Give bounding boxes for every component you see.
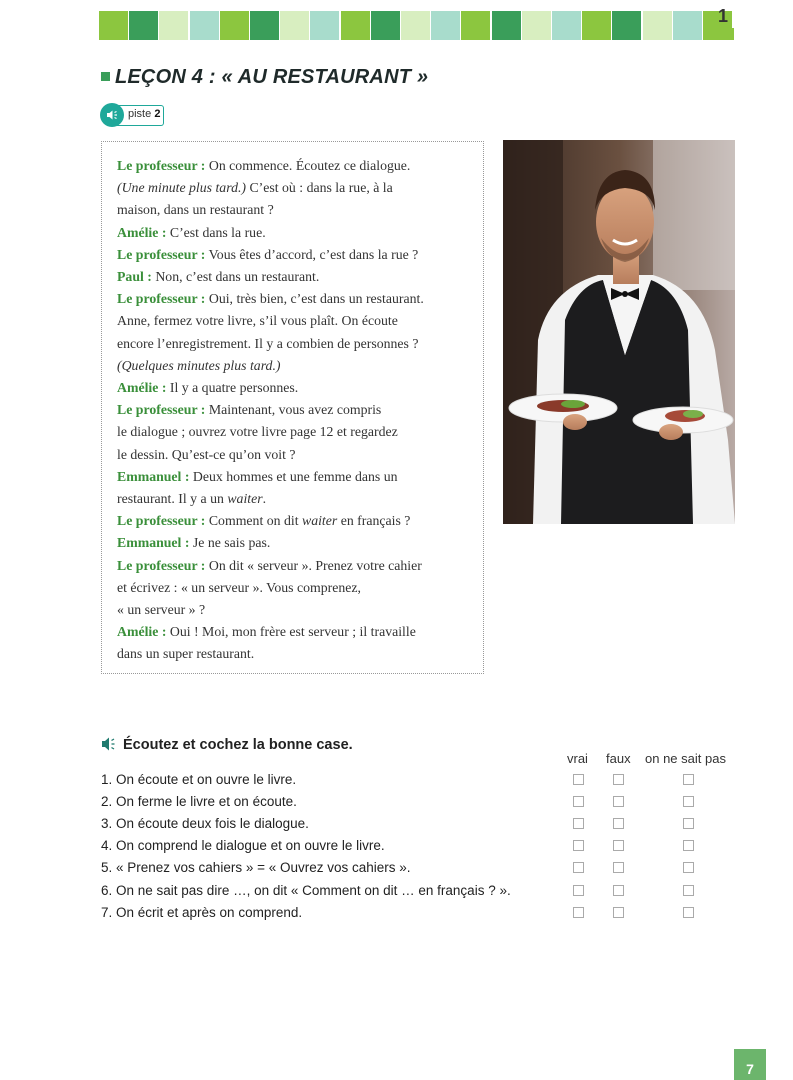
dialogue-text: Vous êtes d’accord, c’est dans la rue ?	[205, 246, 419, 262]
dialogue-text: le dialogue ; ouvrez votre livre page 12 et regardez	[117, 424, 398, 440]
dialogue-line	[117, 599, 477, 621]
page-number: 7	[746, 1061, 754, 1077]
band-square	[673, 11, 702, 40]
stage-direction: (Une minute plus tard.)	[117, 180, 247, 196]
band-square	[159, 11, 188, 40]
checkbox-vrai[interactable]	[573, 907, 584, 918]
dialogue-text: C’est où : dans la rue, à la	[246, 180, 393, 196]
dialogue-line	[117, 310, 477, 332]
checkbox-on-ne-sait-pas[interactable]	[683, 796, 694, 807]
dialogue-line	[117, 421, 477, 443]
dialogue-text: le dessin. Qu’est-ce qu’on voit ?	[117, 446, 296, 462]
checkbox-faux[interactable]	[613, 862, 624, 873]
dialogue-text: Il y a quatre personnes.	[166, 380, 299, 396]
dialogue-line	[117, 621, 477, 643]
dialogue-text: Maintenant, vous avez compris	[205, 402, 382, 418]
speaker-name: Emmanuel :	[117, 535, 190, 551]
band-square	[643, 11, 672, 40]
dialogue-line	[117, 577, 477, 599]
english-word: waiter	[302, 513, 338, 529]
speaker-name: Paul :	[117, 269, 152, 285]
dialogue-box	[101, 141, 484, 674]
statement-text: 7. On écrit et après on comprend.	[101, 904, 303, 920]
statement-text: 6. On ne sait pas dire …, on dit « Comment on dit … en français ? ».	[101, 882, 511, 898]
dialogue-text: Oui ! Moi, mon frère est serveur ; il travaille	[166, 624, 416, 640]
lesson-title-text: LEÇON 4 : « AU RESTAURANT »	[115, 66, 429, 88]
checkbox-vrai[interactable]	[573, 862, 584, 873]
band-square	[250, 11, 279, 40]
dialogue-text: Deux hommes et une femme dans un	[189, 468, 398, 484]
track-number: 2	[154, 108, 161, 120]
dialogue-line	[117, 177, 477, 199]
dialogue-text: Je ne sais pas.	[189, 535, 271, 551]
band-square	[99, 11, 128, 40]
band-square	[310, 11, 339, 40]
statement-text: 1. On écoute et on ouvre le livre.	[101, 772, 297, 787]
checkbox-on-ne-sait-pas[interactable]	[683, 907, 694, 918]
column-header-on-ne-sait-pas: on ne sait pas	[645, 751, 726, 766]
checkbox-vrai[interactable]	[573, 774, 584, 785]
dialogue-text: maison, dans un restaurant ?	[117, 202, 274, 218]
speaker-name: Le professeur :	[117, 158, 206, 173]
checkbox-vrai[interactable]	[573, 796, 584, 807]
checkbox-on-ne-sait-pas[interactable]	[683, 885, 694, 896]
band-square	[371, 11, 400, 40]
dialogue-text: « un serveur » ?	[117, 602, 206, 618]
dialogue-text: On dit « serveur ». Prenez votre cahier	[205, 557, 422, 573]
dialogue-line	[117, 466, 477, 488]
dialogue-line	[117, 532, 477, 554]
checkbox-vrai[interactable]	[573, 840, 584, 851]
dialogue-line	[117, 222, 477, 244]
band-square	[582, 11, 611, 40]
checkbox-faux[interactable]	[613, 885, 624, 896]
checkbox-faux[interactable]	[613, 840, 624, 851]
exercise-title-text: Écoutez et cochez la bonne case.	[123, 737, 353, 753]
band-square	[220, 11, 249, 40]
speaker-name: Amélie :	[117, 224, 167, 240]
speaker-name: Le professeur :	[117, 557, 206, 573]
dialogue-line	[117, 488, 477, 510]
dialogue-line	[117, 377, 477, 399]
statement-text: 5. « Prenez vos cahiers » = « Ouvrez vos cahiers ».	[101, 860, 411, 876]
dialogue-line	[117, 199, 477, 221]
dialogue-line	[117, 333, 477, 355]
band-square	[341, 11, 370, 40]
dialogue-line	[117, 643, 477, 665]
dialogue-line	[117, 244, 477, 266]
chapter-tab	[706, 28, 734, 40]
speaker-name: Le professeur :	[117, 246, 206, 262]
waiter-photo	[503, 140, 735, 524]
dialogue-line	[117, 155, 477, 177]
title-bullet-icon	[101, 72, 110, 81]
speaker-name: Amélie :	[117, 380, 167, 396]
dialogue-line	[117, 266, 477, 288]
dialogue-text: encore l’enregistrement. Il y a combien de personnes ?	[117, 335, 419, 351]
speaker-icon	[101, 736, 119, 756]
speaker-name: Le professeur :	[117, 513, 206, 529]
track-prefix: piste	[128, 108, 152, 120]
column-header-faux: faux	[606, 751, 631, 766]
band-square	[190, 11, 219, 40]
speaker-name: Amélie :	[117, 624, 167, 640]
band-square	[431, 11, 460, 40]
exercise-title	[101, 736, 353, 756]
checkbox-faux[interactable]	[613, 818, 624, 829]
dialogue-text: Anne, fermez votre livre, s’il vous plaît. On écoute	[117, 313, 398, 329]
dialogue-lines	[117, 155, 477, 666]
checkbox-faux[interactable]	[613, 907, 624, 918]
statement-text: 3. On écoute deux fois le dialogue.	[101, 816, 309, 832]
checkbox-on-ne-sait-pas[interactable]	[683, 774, 694, 785]
band-square	[129, 11, 158, 40]
dialogue-line	[117, 355, 477, 377]
speaker-icon[interactable]	[100, 103, 124, 127]
speaker-name: Emmanuel :	[117, 468, 190, 484]
statement-text: 4. On comprend le dialogue et on ouvre le livre.	[101, 838, 385, 854]
speaker-name: Le professeur :	[117, 402, 206, 418]
band-square	[612, 11, 641, 40]
band-square	[401, 11, 430, 40]
band-square	[461, 11, 490, 40]
track-label	[128, 108, 160, 120]
dialogue-line	[117, 444, 477, 466]
dialogue-text: restaurant. Il y a un	[117, 491, 228, 507]
english-word: waiter	[227, 491, 263, 507]
speaker-name: Le professeur :	[117, 291, 206, 307]
checkbox-on-ne-sait-pas[interactable]	[683, 818, 694, 829]
checkbox-vrai[interactable]	[573, 818, 584, 829]
band-square	[492, 11, 521, 40]
checkbox-faux[interactable]	[613, 796, 624, 807]
header-color-band	[99, 11, 733, 40]
dialogue-line	[117, 288, 477, 310]
dialogue-text: Oui, très bien, c’est dans un restaurant.	[205, 291, 424, 307]
band-square	[522, 11, 551, 40]
checkbox-on-ne-sait-pas[interactable]	[683, 840, 694, 851]
checkbox-faux[interactable]	[613, 774, 624, 785]
statement-text: 2. On ferme le livre et on écoute.	[101, 794, 297, 810]
dialogue-line	[117, 555, 477, 577]
stage-direction: (Quelques minutes plus tard.)	[117, 357, 281, 373]
dialogue-text: .	[262, 491, 267, 507]
lesson-title	[101, 66, 428, 89]
dialogue-line	[117, 510, 477, 532]
dialogue-text: C’est dans la rue.	[166, 224, 266, 240]
checkbox-on-ne-sait-pas[interactable]	[683, 862, 694, 873]
column-header-vrai: vrai	[567, 751, 588, 766]
band-square	[552, 11, 581, 40]
dialogue-text: On commence. Écoutez ce dialogue.	[205, 158, 411, 173]
dialogue-line	[117, 399, 477, 421]
dialogue-text: en français ?	[337, 513, 411, 529]
page-number-box	[734, 1049, 766, 1080]
dialogue-text: Non, c’est dans un restaurant.	[151, 269, 320, 285]
band-square	[280, 11, 309, 40]
chapter-number: 1	[717, 6, 728, 26]
dialogue-text: dans un super restaurant.	[117, 646, 255, 662]
checkbox-vrai[interactable]	[573, 885, 584, 896]
audio-track-badge[interactable]	[100, 103, 164, 127]
dialogue-text: et écrivez : « un serveur ». Vous comprenez,	[117, 579, 361, 595]
dialogue-text: Comment on dit	[205, 513, 302, 529]
